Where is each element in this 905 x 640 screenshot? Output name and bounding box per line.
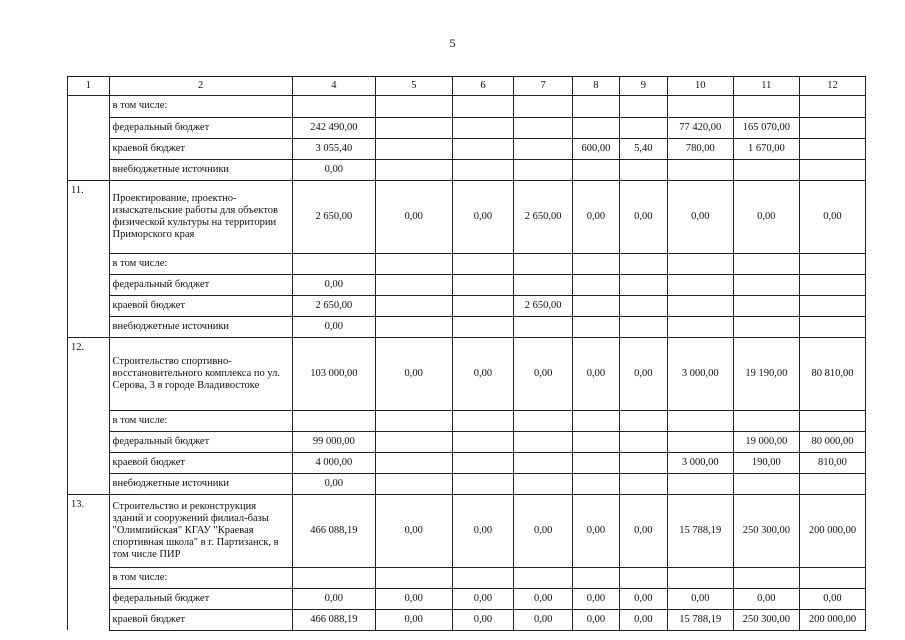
table-row	[68, 253, 866, 274]
value-cell	[799, 567, 865, 588]
column-header: 8	[572, 77, 619, 96]
table-row	[68, 410, 866, 431]
value-cell	[572, 253, 619, 274]
value-cell	[514, 410, 573, 431]
value-cell	[292, 567, 375, 588]
row-number-cell: 11.	[68, 181, 110, 254]
value-cell	[733, 253, 799, 274]
funding-source-label: в том числе:	[109, 253, 292, 274]
row-number-cell	[68, 253, 110, 274]
value-cell	[514, 567, 573, 588]
value-cell: 0,00	[799, 588, 865, 609]
row-number-cell	[68, 410, 110, 431]
value-cell: 0,00	[292, 159, 375, 181]
value-cell: 165 070,00	[733, 117, 799, 138]
value-cell	[572, 431, 619, 452]
value-cell	[799, 316, 865, 338]
funding-source-label: федеральный бюджет	[109, 431, 292, 452]
funding-source-label: внебюджетные источники	[109, 316, 292, 338]
value-cell: 0,00	[375, 609, 452, 630]
table-row	[68, 338, 866, 411]
row-number-cell	[68, 159, 110, 181]
funding-source-label: внебюджетные источники	[109, 473, 292, 495]
value-cell	[375, 431, 452, 452]
value-cell	[292, 253, 375, 274]
value-cell	[514, 274, 573, 295]
value-cell: 190,00	[733, 452, 799, 473]
value-cell	[667, 473, 733, 495]
value-cell: 200 000,00	[799, 495, 865, 568]
table-row	[68, 316, 866, 338]
column-header: 6	[452, 77, 514, 96]
value-cell: 0,00	[452, 338, 514, 411]
value-cell	[799, 96, 865, 118]
value-cell: 2 650,00	[292, 295, 375, 316]
value-cell	[375, 253, 452, 274]
column-header: 5	[375, 77, 452, 96]
value-cell	[452, 473, 514, 495]
row-number-cell	[68, 431, 110, 452]
funding-source-label: в том числе:	[109, 410, 292, 431]
value-cell	[572, 159, 619, 181]
value-cell: 0,00	[452, 609, 514, 630]
value-cell	[572, 410, 619, 431]
value-cell: 2 650,00	[514, 295, 573, 316]
funding-source-label: внебюджетные источники	[109, 159, 292, 181]
value-cell: 3 000,00	[667, 338, 733, 411]
value-cell	[667, 316, 733, 338]
value-cell	[733, 159, 799, 181]
value-cell: 0,00	[619, 588, 667, 609]
value-cell: 0,00	[572, 588, 619, 609]
value-cell	[375, 567, 452, 588]
value-cell	[375, 295, 452, 316]
value-cell	[619, 410, 667, 431]
item-description: Проектирование, проектно-изыскательские работы для объектов физической культуры на территории Приморского края	[109, 181, 292, 254]
value-cell: 2 650,00	[292, 181, 375, 254]
value-cell	[375, 274, 452, 295]
value-cell: 0,00	[619, 495, 667, 568]
value-cell	[452, 117, 514, 138]
value-cell	[667, 253, 733, 274]
table-row	[68, 159, 866, 181]
row-number-cell	[68, 96, 110, 118]
table-row	[68, 452, 866, 473]
value-cell	[452, 138, 514, 159]
value-cell	[572, 295, 619, 316]
value-cell	[572, 473, 619, 495]
column-header: 10	[667, 77, 733, 96]
value-cell: 0,00	[452, 181, 514, 254]
funding-source-label: в том числе:	[109, 96, 292, 118]
value-cell: 0,00	[667, 181, 733, 254]
value-cell: 0,00	[572, 338, 619, 411]
value-cell	[667, 567, 733, 588]
funding-source-label: краевой бюджет	[109, 609, 292, 630]
column-header: 4	[292, 77, 375, 96]
value-cell: 0,00	[375, 181, 452, 254]
item-description: Строительство спортивно-восстановительного комплекса по ул. Серова, 3 в городе Владивостоке	[109, 338, 292, 411]
value-cell	[799, 295, 865, 316]
value-cell: 0,00	[452, 495, 514, 568]
value-cell: 0,00	[514, 609, 573, 630]
value-cell	[572, 96, 619, 118]
value-cell	[619, 316, 667, 338]
value-cell: 4 000,00	[292, 452, 375, 473]
value-cell: 250 300,00	[733, 495, 799, 568]
value-cell	[514, 452, 573, 473]
value-cell	[799, 410, 865, 431]
value-cell	[619, 567, 667, 588]
column-header: 12	[799, 77, 865, 96]
value-cell	[619, 159, 667, 181]
value-cell	[667, 431, 733, 452]
value-cell	[452, 410, 514, 431]
column-header: 9	[619, 77, 667, 96]
row-number-cell	[68, 452, 110, 473]
value-cell	[514, 473, 573, 495]
value-cell: 2 650,00	[514, 181, 573, 254]
value-cell: 1 670,00	[733, 138, 799, 159]
table-header-row	[68, 77, 866, 96]
page-number: 5	[449, 36, 456, 50]
value-cell: 466 088,19	[292, 495, 375, 568]
value-cell: 0,00	[375, 495, 452, 568]
value-cell: 103 000,00	[292, 338, 375, 411]
value-cell	[619, 473, 667, 495]
value-cell: 0,00	[619, 609, 667, 630]
value-cell	[375, 96, 452, 118]
value-cell	[452, 295, 514, 316]
value-cell: 0,00	[375, 338, 452, 411]
value-cell	[733, 473, 799, 495]
table-row	[68, 431, 866, 452]
value-cell: 0,00	[292, 588, 375, 609]
value-cell: 19 000,00	[733, 431, 799, 452]
value-cell: 3 055,40	[292, 138, 375, 159]
table-row	[68, 295, 866, 316]
value-cell	[667, 159, 733, 181]
value-cell	[572, 274, 619, 295]
table-row	[68, 117, 866, 138]
value-cell	[799, 274, 865, 295]
value-cell: 0,00	[514, 588, 573, 609]
value-cell	[375, 117, 452, 138]
value-cell	[619, 431, 667, 452]
column-header: 1	[68, 77, 110, 96]
value-cell: 0,00	[452, 588, 514, 609]
table-row	[68, 473, 866, 495]
value-cell	[799, 138, 865, 159]
table-row	[68, 609, 866, 630]
value-cell	[619, 295, 667, 316]
value-cell	[514, 431, 573, 452]
value-cell	[452, 431, 514, 452]
value-cell: 0,00	[572, 495, 619, 568]
value-cell	[799, 253, 865, 274]
value-cell	[452, 452, 514, 473]
value-cell	[452, 96, 514, 118]
value-cell	[667, 410, 733, 431]
value-cell	[452, 316, 514, 338]
value-cell: 0,00	[375, 588, 452, 609]
value-cell: 466 088,19	[292, 609, 375, 630]
value-cell	[619, 96, 667, 118]
funding-source-label: краевой бюджет	[109, 295, 292, 316]
value-cell	[452, 274, 514, 295]
value-cell: 0,00	[619, 338, 667, 411]
value-cell: 15 788,19	[667, 609, 733, 630]
value-cell: 0,00	[733, 181, 799, 254]
value-cell	[514, 316, 573, 338]
table-row	[68, 567, 866, 588]
value-cell	[514, 117, 573, 138]
table-row	[68, 181, 866, 254]
funding-source-label: федеральный бюджет	[109, 588, 292, 609]
value-cell	[375, 316, 452, 338]
column-header: 2	[109, 77, 292, 96]
value-cell: 0,00	[619, 181, 667, 254]
value-cell	[733, 316, 799, 338]
value-cell	[375, 452, 452, 473]
value-cell	[572, 567, 619, 588]
value-cell	[452, 159, 514, 181]
funding-source-label: краевой бюджет	[109, 138, 292, 159]
value-cell: 0,00	[292, 473, 375, 495]
value-cell	[514, 159, 573, 181]
table-row	[68, 588, 866, 609]
value-cell	[799, 117, 865, 138]
value-cell: 99 000,00	[292, 431, 375, 452]
value-cell	[572, 452, 619, 473]
table-row	[68, 495, 866, 568]
row-number-cell	[68, 316, 110, 338]
value-cell: 780,00	[667, 138, 733, 159]
value-cell	[619, 253, 667, 274]
value-cell	[667, 295, 733, 316]
row-number-cell	[68, 609, 110, 630]
value-cell: 0,00	[292, 274, 375, 295]
value-cell	[799, 473, 865, 495]
value-cell	[572, 117, 619, 138]
value-cell: 0,00	[572, 181, 619, 254]
table-row	[68, 274, 866, 295]
value-cell	[514, 96, 573, 118]
funding-source-label: в том числе:	[109, 567, 292, 588]
value-cell: 15 788,19	[667, 495, 733, 568]
value-cell	[667, 274, 733, 295]
value-cell	[375, 473, 452, 495]
value-cell	[733, 295, 799, 316]
value-cell	[514, 253, 573, 274]
table-row	[68, 96, 866, 118]
value-cell: 80 810,00	[799, 338, 865, 411]
value-cell: 0,00	[514, 338, 573, 411]
value-cell: 77 420,00	[667, 117, 733, 138]
value-cell: 19 190,00	[733, 338, 799, 411]
value-cell: 0,00	[292, 316, 375, 338]
value-cell	[452, 567, 514, 588]
row-number-cell	[68, 138, 110, 159]
row-number-cell	[68, 295, 110, 316]
value-cell	[514, 138, 573, 159]
value-cell	[799, 159, 865, 181]
value-cell	[292, 96, 375, 118]
value-cell	[619, 452, 667, 473]
column-header: 7	[514, 77, 573, 96]
value-cell	[619, 117, 667, 138]
value-cell	[733, 567, 799, 588]
value-cell: 0,00	[667, 588, 733, 609]
value-cell	[452, 253, 514, 274]
funding-source-label: краевой бюджет	[109, 452, 292, 473]
value-cell: 810,00	[799, 452, 865, 473]
value-cell: 80 000,00	[799, 431, 865, 452]
value-cell	[619, 274, 667, 295]
value-cell: 0,00	[572, 609, 619, 630]
row-number-cell	[68, 117, 110, 138]
value-cell: 242 490,00	[292, 117, 375, 138]
row-number-cell	[68, 588, 110, 609]
value-cell	[292, 410, 375, 431]
value-cell	[572, 316, 619, 338]
value-cell: 0,00	[733, 588, 799, 609]
value-cell: 250 300,00	[733, 609, 799, 630]
value-cell	[375, 410, 452, 431]
value-cell	[667, 96, 733, 118]
row-number-cell: 12.	[68, 338, 110, 411]
row-number-cell: 13.	[68, 495, 110, 568]
funding-source-label: федеральный бюджет	[109, 117, 292, 138]
value-cell	[375, 138, 452, 159]
value-cell: 5,40	[619, 138, 667, 159]
value-cell	[375, 159, 452, 181]
value-cell	[733, 274, 799, 295]
value-cell: 0,00	[799, 181, 865, 254]
budget-table	[67, 76, 866, 631]
column-header: 11	[733, 77, 799, 96]
value-cell: 3 000,00	[667, 452, 733, 473]
value-cell: 200 000,00	[799, 609, 865, 630]
funding-source-label: федеральный бюджет	[109, 274, 292, 295]
value-cell	[733, 96, 799, 118]
item-description: Строительство и реконструкция зданий и сооружений филиал-базы "Олимпийская" КГАУ "Краевая спортивная школа" в г. Партизанск, в том числе ПИР	[109, 495, 292, 568]
row-number-cell	[68, 567, 110, 588]
table-row	[68, 138, 866, 159]
value-cell	[733, 410, 799, 431]
value-cell: 0,00	[514, 495, 573, 568]
row-number-cell	[68, 274, 110, 295]
value-cell: 600,00	[572, 138, 619, 159]
row-number-cell	[68, 473, 110, 495]
